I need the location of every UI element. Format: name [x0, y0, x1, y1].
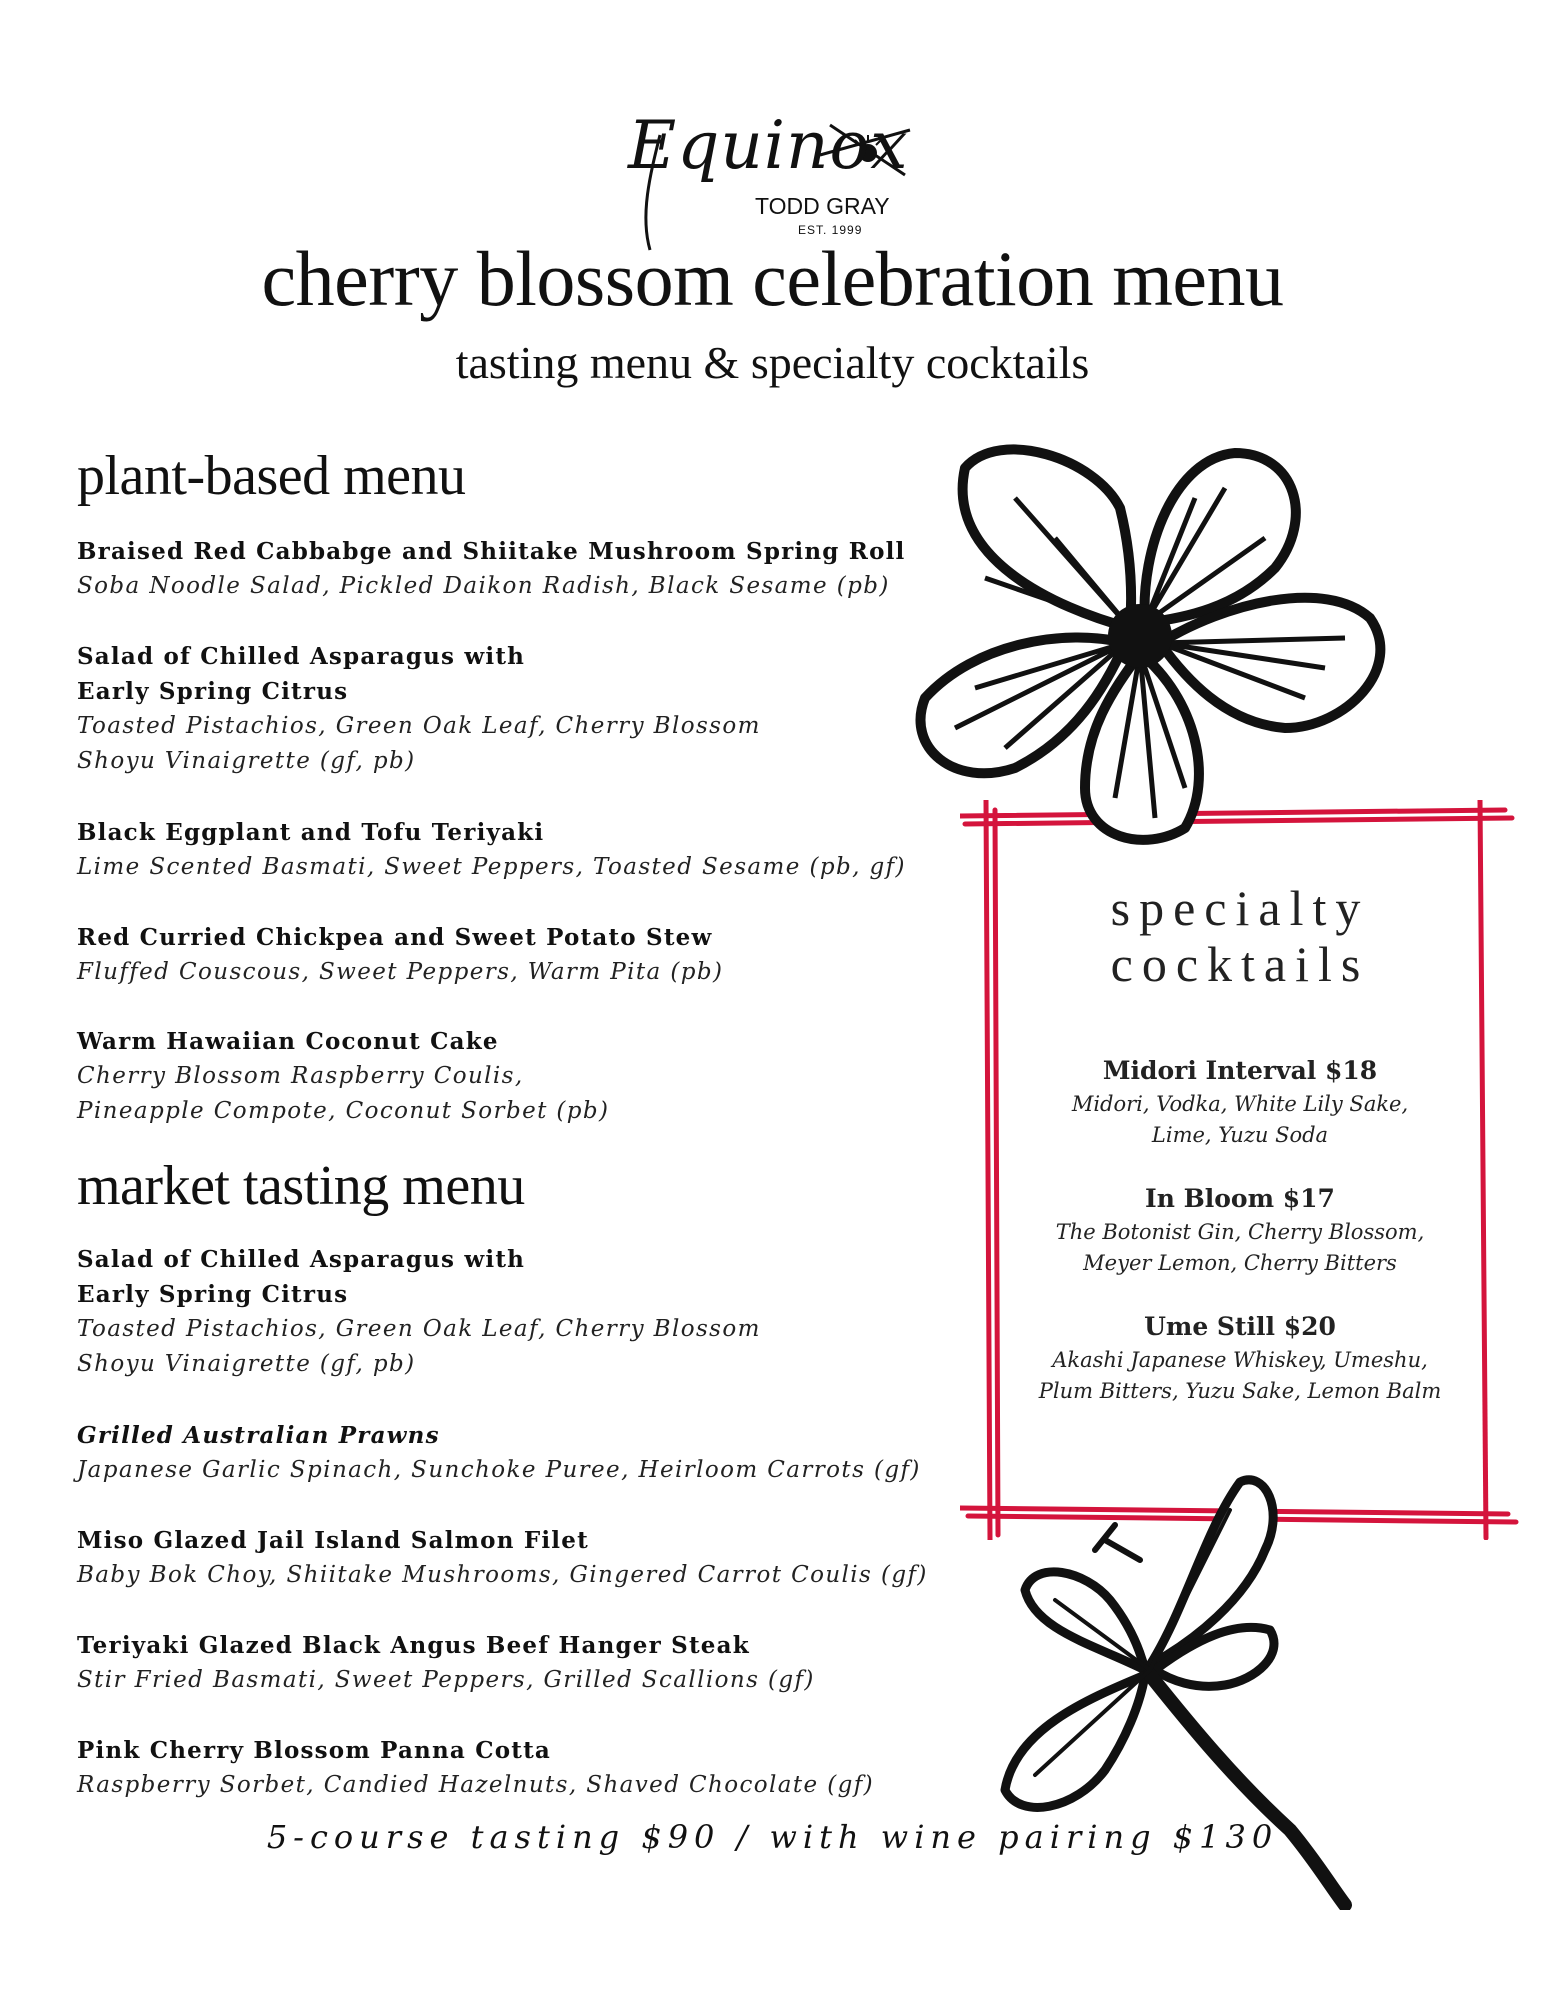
cocktail-name: Ume Still $20: [1144, 1312, 1336, 1341]
market-tasting-heading: market tasting menu: [77, 1155, 525, 1217]
cocktail-name: Midori Interval $18: [1102, 1056, 1378, 1085]
item-name: Early Spring Citrus: [77, 678, 349, 705]
cocktails-heading-line: specialty: [1110, 880, 1370, 936]
menu-item: [77, 815, 957, 885]
item-description: Raspberry Sorbet, Candied Hazelnuts, Shaved Chocolate (gf): [77, 1772, 875, 1798]
tasting-price-footer: 5-course tasting $90 / with wine pairing $130: [266, 1818, 1279, 1856]
item-description: Soba Noodle Salad, Pickled Daikon Radish, Black Sesame (pb): [77, 573, 890, 599]
item-name: Salad of Chilled Asparagus with: [77, 643, 526, 670]
item-name: Miso Glazed Jail Island Salmon Filet: [77, 1527, 589, 1554]
item-name: Braised Red Cabbabge and Shiitake Mushroom Spring Roll: [77, 538, 906, 565]
item-description: Shoyu Vinaigrette (gf, pb): [77, 1351, 416, 1377]
menu-item: [77, 639, 957, 779]
cocktails-heading: [980, 880, 1500, 992]
cocktail-item: [990, 1309, 1490, 1407]
logo-established: EST. 1999: [798, 223, 863, 237]
menu-item: [77, 1024, 957, 1129]
cocktail-description: Midori, Vodka, White Lily Sake,: [1071, 1092, 1409, 1116]
menu-item: [77, 1523, 957, 1593]
item-description: Fluffed Couscous, Sweet Peppers, Warm Pita (pb): [77, 959, 724, 985]
menu-item: [77, 534, 957, 604]
plant-based-heading: plant-based menu: [77, 445, 466, 507]
item-name: Early Spring Citrus: [77, 1281, 349, 1308]
item-name: Salad of Chilled Asparagus with: [77, 1246, 526, 1273]
item-description: Japanese Garlic Spinach, Sunchoke Puree, Heirloom Carrots (gf): [77, 1457, 921, 1483]
cocktails-heading-line: cocktails: [1110, 936, 1370, 992]
item-description: Stir Fried Basmati, Sweet Peppers, Grilled Scallions (gf): [77, 1667, 815, 1693]
menu-item: [77, 1242, 957, 1382]
cocktail-description: Akashi Japanese Whiskey, Umeshu,: [1052, 1348, 1428, 1372]
item-description: Toasted Pistachios, Green Oak Leaf, Cherry Blossom: [77, 713, 761, 739]
menu-item: [77, 1628, 957, 1698]
item-name: Red Curried Chickpea and Sweet Potato Stew: [77, 924, 713, 951]
restaurant-logo: [620, 105, 930, 255]
item-name: Teriyaki Glazed Black Angus Beef Hanger Steak: [77, 1632, 750, 1659]
item-name: Black Eggplant and Tofu Teriyaki: [77, 819, 545, 846]
item-description: Cherry Blossom Raspberry Coulis,: [77, 1063, 524, 1089]
cherry-blossom-flower-icon: [905, 428, 1405, 853]
page-subtitle: tasting menu & specialty cocktails: [455, 337, 1090, 388]
item-description: Toasted Pistachios, Green Oak Leaf, Cherry Blossom: [77, 1316, 761, 1342]
item-name: Grilled Australian Prawns: [77, 1422, 440, 1449]
cocktail-item: [990, 1053, 1490, 1151]
item-name: Warm Hawaiian Coconut Cake: [77, 1028, 499, 1055]
logo-script: Equinox: [628, 107, 909, 184]
item-description: Lime Scented Basmati, Sweet Peppers, Toasted Sesame (pb, gf): [77, 854, 906, 880]
item-description: Baby Bok Choy, Shiitake Mushrooms, Gingered Carrot Coulis (gf): [77, 1562, 928, 1588]
menu-item: [77, 1733, 957, 1803]
menu-item: [77, 1418, 957, 1488]
cocktail-item: [990, 1181, 1490, 1279]
item-description: Shoyu Vinaigrette (gf, pb): [77, 748, 416, 774]
item-name: Pink Cherry Blossom Panna Cotta: [77, 1737, 551, 1764]
cocktail-name: In Bloom $17: [1145, 1184, 1335, 1213]
page-title: cherry blossom celebration menu: [261, 235, 1284, 322]
cocktail-description: Meyer Lemon, Cherry Bitters: [1083, 1251, 1397, 1275]
menu-item: [77, 920, 957, 990]
item-description: Pineapple Compote, Coconut Sorbet (pb): [77, 1098, 610, 1124]
logo-subtitle: TODD GRAY: [755, 193, 890, 219]
cocktail-description: The Botonist Gin, Cherry Blossom,: [1055, 1220, 1425, 1244]
cocktail-description: Plum Bitters, Yuzu Sake, Lemon Balm: [1038, 1379, 1442, 1403]
cocktail-description: Lime, Yuzu Soda: [1151, 1123, 1329, 1147]
